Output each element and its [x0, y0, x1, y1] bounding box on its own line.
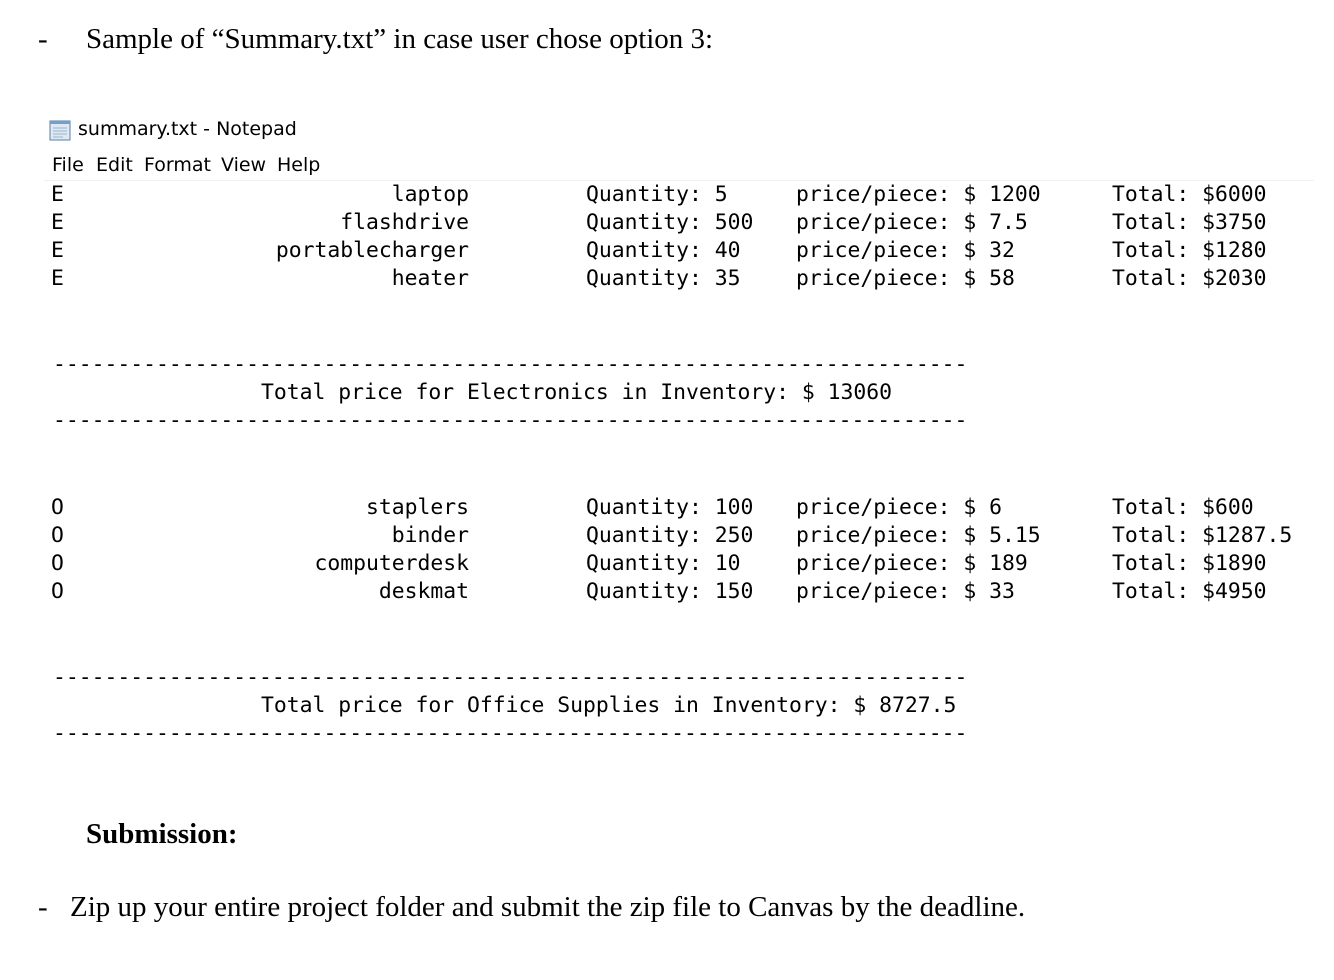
menu-bar — [44, 152, 1314, 181]
category-code: E — [51, 210, 64, 235]
text-area[interactable] — [44, 180, 1314, 752]
office-row — [44, 494, 1314, 522]
electronics-row — [44, 237, 1314, 265]
item-quantity: Quantity: 35 — [586, 266, 741, 291]
electronics-row — [44, 265, 1314, 293]
separator-line: ----------------------------------------------------------------------- — [53, 352, 968, 377]
notepad-window — [44, 112, 1314, 752]
item-name: heater — [391, 266, 469, 291]
item-total: Total: $600 — [1112, 495, 1254, 520]
bullet-dash: - — [38, 23, 48, 55]
category-code: E — [51, 182, 64, 207]
notepad-icon — [48, 118, 72, 142]
item-quantity: Quantity: 150 — [586, 579, 754, 604]
item-name: deskmat — [378, 579, 469, 604]
item-price: price/piece: $ 6 — [796, 495, 1003, 520]
zip-instruction-text: Zip up your entire project folder and submit the zip file to Canvas by the deadline. — [70, 891, 1026, 923]
electronics-row — [44, 209, 1314, 237]
item-name: computerdesk — [314, 551, 469, 576]
submission-heading: Submission: — [86, 818, 238, 850]
item-total: Total: $1890 — [1112, 551, 1267, 576]
office-total: Total price for Office Supplies in Inventory: $ 8727.5 — [261, 693, 957, 718]
separator-line: ----------------------------------------------------------------------- — [53, 665, 968, 690]
item-name: staplers — [365, 495, 469, 520]
item-price: price/piece: $ 189 — [796, 551, 1028, 576]
category-code: O — [51, 495, 64, 520]
menu-format[interactable]: Format — [144, 154, 211, 176]
category-code: E — [51, 238, 64, 263]
office-row — [44, 550, 1314, 578]
item-price: price/piece: $ 5.15 — [796, 523, 1041, 548]
item-price: price/piece: $ 7.5 — [796, 210, 1028, 235]
window-title: summary.txt - Notepad — [78, 118, 297, 140]
office-row — [44, 522, 1314, 550]
electronics-row — [44, 181, 1314, 209]
item-price: price/piece: $ 58 — [796, 266, 1015, 291]
intro-text: Sample of “Summary.txt” in case user chose option 3: — [86, 23, 714, 55]
item-total: Total: $1287.5 — [1112, 523, 1293, 548]
menu-edit[interactable]: Edit — [96, 154, 133, 176]
item-total: Total: $6000 — [1112, 182, 1267, 207]
item-quantity: Quantity: 10 — [586, 551, 741, 576]
item-name: flashdrive — [340, 210, 469, 235]
office-row — [44, 578, 1314, 606]
category-code: O — [51, 579, 64, 604]
separator-line: ----------------------------------------------------------------------- — [53, 721, 968, 746]
separator-line: ----------------------------------------------------------------------- — [53, 408, 968, 433]
item-quantity: Quantity: 500 — [586, 210, 754, 235]
item-total: Total: $2030 — [1112, 266, 1267, 291]
category-code: E — [51, 266, 64, 291]
item-total: Total: $3750 — [1112, 210, 1267, 235]
item-quantity: Quantity: 40 — [586, 238, 741, 263]
item-name: binder — [391, 523, 469, 548]
item-price: price/piece: $ 33 — [796, 579, 1015, 604]
category-code: O — [51, 551, 64, 576]
notepad-titlebar — [44, 112, 1314, 148]
item-name: laptop — [391, 182, 469, 207]
bullet-dash: - — [38, 891, 48, 923]
item-quantity: Quantity: 250 — [586, 523, 754, 548]
menu-view[interactable]: View — [221, 154, 267, 176]
item-price: price/piece: $ 1200 — [796, 182, 1041, 207]
item-quantity: Quantity: 100 — [586, 495, 754, 520]
category-code: O — [51, 523, 64, 548]
item-name: portablecharger — [275, 238, 469, 263]
item-total: Total: $1280 — [1112, 238, 1267, 263]
item-total: Total: $4950 — [1112, 579, 1267, 604]
menu-help[interactable]: Help — [277, 154, 321, 176]
item-quantity: Quantity: 5 — [586, 182, 728, 207]
item-price: price/piece: $ 32 — [796, 238, 1015, 263]
electronics-total: Total price for Electronics in Inventory: $ 13060 — [261, 380, 893, 405]
menu-file[interactable]: File — [52, 154, 84, 176]
